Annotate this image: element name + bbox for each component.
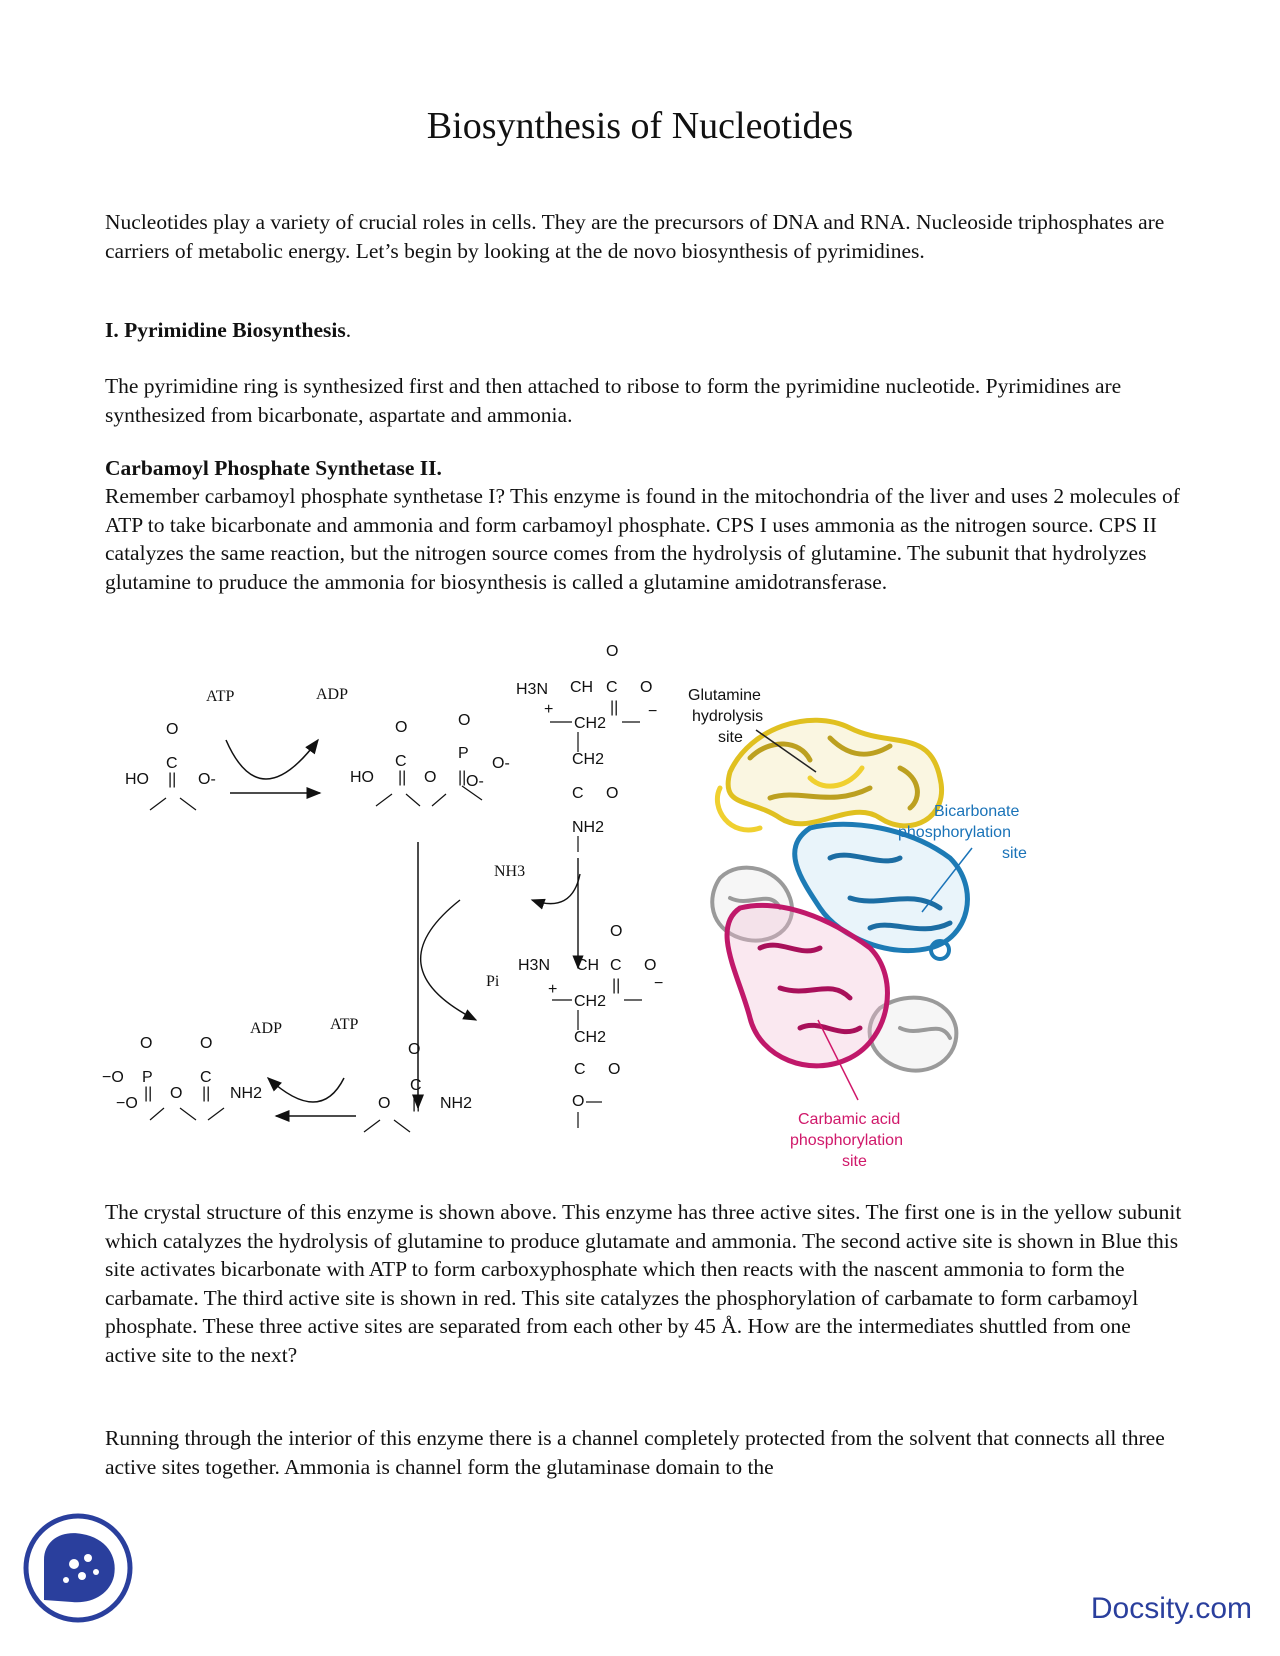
carbamoyl-phosphate-molecule <box>102 1035 262 1120</box>
svg-text:site: site <box>718 729 743 746</box>
intro-paragraph: Nucleotides play a variety of crucial roles in cells. They are the precursors of DNA and RNA. Nucleoside triphosphates are carriers of metabolic energy. Let’s begin by looking at the de novo biosynthesis of pyrimidines. <box>105 210 1165 263</box>
svg-text:Bicarbonate: Bicarbonate <box>934 803 1020 820</box>
svg-text:O: O <box>170 1085 183 1102</box>
svg-text:site: site <box>842 1153 867 1170</box>
svg-text:O: O <box>408 1041 421 1058</box>
channel-paragraph: Running through the interior of this enzyme there is a channel completely protected from the solvent that connects all three active sites together. Ammonia is channel form the glutaminase domain to the <box>105 1426 1165 1479</box>
svg-text:−O: −O <box>102 1069 124 1086</box>
reaction-figure <box>102 643 1110 1230</box>
svg-text:O-: O- <box>466 773 484 790</box>
svg-text:HO: HO <box>350 769 374 786</box>
atp-label-bottom: ATP <box>330 1016 359 1033</box>
svg-text:O: O <box>166 721 179 738</box>
svg-text:C: C <box>410 1077 422 1094</box>
svg-text:||: || <box>612 977 621 994</box>
svg-text:C: C <box>200 1069 212 1086</box>
docsity-logo <box>22 1512 134 1624</box>
svg-text:CH: CH <box>576 957 600 974</box>
svg-text:P: P <box>458 745 469 762</box>
pi-label: Pi <box>486 973 500 990</box>
cps2-paragraph: Remember carbamoyl phosphate synthetase I? This enzyme is found in the mitochondria of the liver and uses 2 molecules of ATP to take bicarbonate and ammonia and form carbamoyl phosphate. CPS I uses ammonia as the nitrogen source. CPS II catalyzes the same reaction, but the nitrogen source comes from the hydrolysis of glutamine. The subunit that hydrolyzes glutamine to pruduce the ammonia for biosynthesis is called a glutamine amidotransferase. <box>105 484 1180 594</box>
svg-text:NH2: NH2 <box>440 1095 473 1112</box>
svg-text:CH2: CH2 <box>574 993 607 1010</box>
atp-label-top: ATP <box>206 688 235 705</box>
structure-label-glutamine <box>688 687 763 746</box>
svg-text:O: O <box>610 923 623 940</box>
svg-text:O: O <box>606 643 619 660</box>
reaction-scheme <box>102 643 1110 1230</box>
svg-text:phosphorylation: phosphorylation <box>898 824 1011 841</box>
svg-text:site: site <box>1002 845 1027 862</box>
carboxyphosphate-molecule <box>350 712 510 806</box>
svg-text:CH2: CH2 <box>572 751 605 768</box>
atp-adp-curved-arrow-bottom <box>268 1078 344 1102</box>
svg-text:O: O <box>395 719 408 736</box>
atp-adp-curved-arrow <box>226 740 318 779</box>
svg-text:CH2: CH2 <box>574 1029 607 1046</box>
svg-text:CH2: CH2 <box>574 715 607 732</box>
svg-text:O: O <box>424 769 437 786</box>
svg-text:O: O <box>458 712 471 729</box>
svg-text:Carbamic acid: Carbamic acid <box>798 1111 901 1128</box>
svg-text:O: O <box>644 957 657 974</box>
svg-text:Glutamine: Glutamine <box>688 687 761 704</box>
svg-text:O: O <box>140 1035 153 1052</box>
svg-text:phosphorylation: phosphorylation <box>790 1132 903 1149</box>
svg-text:C: C <box>610 957 622 974</box>
glutamate-molecule <box>518 923 663 1128</box>
svg-text:O-: O- <box>492 755 510 772</box>
svg-text:NH2: NH2 <box>572 819 605 836</box>
svg-text:||: || <box>168 771 177 788</box>
svg-text:O: O <box>640 679 653 696</box>
svg-text:H3N: H3N <box>518 957 551 974</box>
adp-label-top: ADP <box>316 686 349 703</box>
pyrimidine-paragraph: The pyrimidine ring is synthesized first and then attached to ribose to form the pyrimidine nucleotide. Pyrimidines are synthesized from bicarbonate, aspartate and ammonia. <box>105 374 1122 427</box>
svg-text:||: || <box>398 769 407 786</box>
svg-text:||: || <box>458 769 467 786</box>
subsection-heading-cps2: Carbamoyl Phosphate Synthetase II. <box>105 456 442 480</box>
enzyme-crystal-structure <box>712 720 972 1100</box>
svg-text:C: C <box>606 679 618 696</box>
svg-text:C: C <box>166 755 178 772</box>
section-heading-pyrimidine: I. Pyrimidine Biosynthesis. <box>105 318 352 342</box>
svg-text:CH: CH <box>570 679 594 696</box>
pi-curved-arrow <box>421 900 476 1020</box>
section-heading-text: I. Pyrimidine Biosynthesis <box>105 318 346 342</box>
crystal-structure-paragraph: The crystal structure of this enzyme is shown above. This enzyme has three active sites. The first one is in the yellow subunit which catalyzes the hydrolysis of glutamine to produce glutamate and ammonia. The second active site is shown in Blue this site activates bicarbonate with ATP to form carboxyphosphate which then reacts with the nascent ammonia to form the carbamate. The third active site is shown in red. This site catalyzes the phosphorylation of carbamate to form carbamoyl phosphate. These three active sites are separated from each other by 45 Å. How are the intermediates shuttled from one active site to the next? <box>105 1200 1182 1367</box>
bicarbonate-molecule <box>125 721 216 810</box>
svg-text:O: O <box>572 1093 585 1110</box>
page-title: Biosynthesis of Nucleotides <box>426 105 854 147</box>
carbamate-molecule <box>364 1041 472 1132</box>
svg-text:C: C <box>572 785 584 802</box>
svg-text:C: C <box>574 1061 586 1078</box>
svg-text:||: || <box>610 699 619 716</box>
svg-text:NH2: NH2 <box>230 1085 263 1102</box>
svg-text:O: O <box>200 1035 213 1052</box>
svg-text:H3N: H3N <box>516 681 549 698</box>
svg-text:||: || <box>202 1085 211 1102</box>
nh3-release-arrow <box>532 874 580 904</box>
svg-text:−O: −O <box>116 1095 138 1112</box>
svg-text:O: O <box>608 1061 621 1078</box>
svg-text:hydrolysis: hydrolysis <box>692 708 764 725</box>
svg-text:||: || <box>144 1085 153 1102</box>
svg-text:+: + <box>544 701 554 718</box>
svg-text:HO: HO <box>125 771 149 788</box>
svg-text:+: + <box>548 981 558 998</box>
svg-text:||: || <box>412 1095 421 1112</box>
svg-text:O-: O- <box>198 771 216 788</box>
svg-text:−: − <box>654 975 664 992</box>
svg-text:O: O <box>378 1095 391 1112</box>
glutamine-molecule <box>516 643 657 852</box>
nh3-label: NH3 <box>494 863 526 880</box>
svg-text:−: − <box>648 703 658 720</box>
docsity-brand-text[interactable]: Docsity.com <box>1090 1592 1252 1625</box>
structure-label-carbamic <box>790 1111 903 1170</box>
svg-text:O: O <box>606 785 619 802</box>
svg-text:C: C <box>395 753 407 770</box>
adp-label-bottom: ADP <box>250 1020 283 1037</box>
svg-text:P: P <box>142 1069 153 1086</box>
